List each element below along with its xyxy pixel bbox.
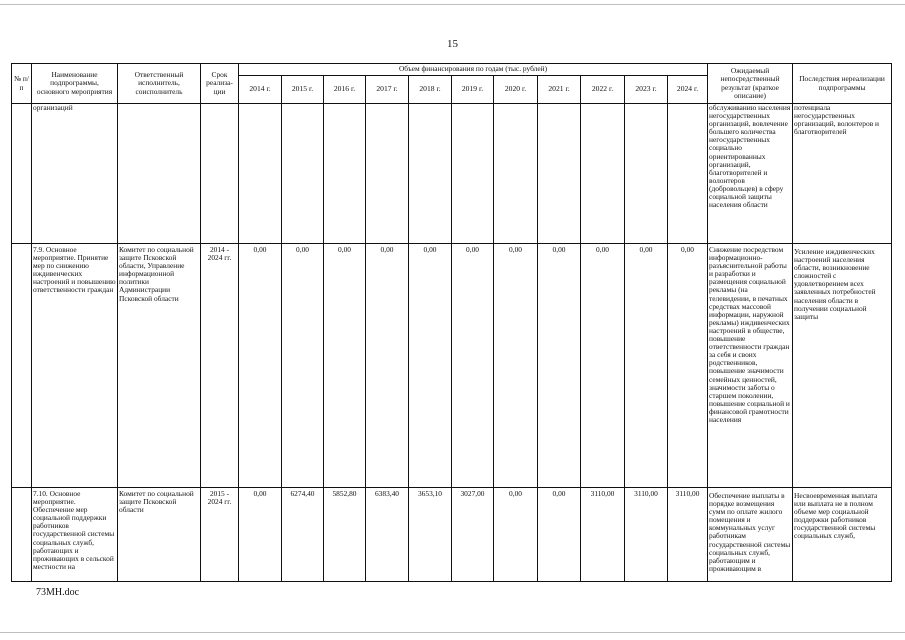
table-row [12,104,892,244]
row-value [494,104,538,244]
row-executor [118,104,201,244]
row-value: 0,00 [668,244,708,488]
header-name: Наименование подпрограммы, основного мероприятия [32,64,118,104]
row-value [409,104,452,244]
row-value [452,104,494,244]
row-value: 0,00 [581,244,625,488]
page-number: 15 [447,38,458,50]
row-consequence: потенциала негосударственных организаций, волонтеров и благотворителей [793,104,892,244]
header-year: 2014 г. [239,76,282,104]
header-year: 2015 г. [282,76,324,104]
row-value [625,104,668,244]
row-executor: Комитет по социальной защите Псковской области, Управление информационной политики Администрации Псковской области [118,244,201,488]
row-term: 2015 - 2024 гг. [201,488,239,582]
row-value: 6383,40 [366,488,409,582]
header-year: 2020 г. [494,76,538,104]
row-value: 0,00 [239,488,282,582]
row-consequence: Несвоевременная выплата или выплата не в полном объеме мер социальной поддержки работников государственной системы социальных служб, [793,488,892,582]
row-value: 3110,00 [581,488,625,582]
scan-edge-top [0,4,905,5]
header-year: 2017 г. [366,76,409,104]
funding-table [11,63,892,582]
table-row [12,488,892,582]
row-value: 0,00 [625,244,668,488]
row-name: 7.10. Основное мероприятие. Обеспечение мер социальной поддержки работников государственной системы социальных служб, работающих и проживающих в сельской местности на [32,488,118,582]
row-value: 0,00 [366,244,409,488]
row-name: организаций [32,104,118,244]
row-value [239,104,282,244]
row-consequence: Усиление иждивенческих настроений населения области, возникновение сложностей с удовлетворением всех заявленных потребностей населения области в получении социальной защиты [793,244,892,488]
header-year: 2021 г. [538,76,581,104]
header-year: 2024 г. [668,76,708,104]
row-term: 2014 - 2024 гг. [201,244,239,488]
row-value: 0,00 [282,244,324,488]
row-value: 0,00 [538,488,581,582]
row-value: 6274,40 [282,488,324,582]
row-value: 3653,10 [409,488,452,582]
header-year: 2019 г. [452,76,494,104]
row-name: 7.9. Основное мероприятие. Принятие мер по снижению иждивенческих настроений и повышению ответственности граждан [32,244,118,488]
row-value [581,104,625,244]
row-value: 3110,00 [668,488,708,582]
header-no: № п/п [12,64,32,104]
row-result: Снижение посредством информационно-разъяснительной работы и разработки и размещения социальной рекламы (на телевидении, в печатных средствах массовой информации, наружной рекламы) иждивенческих настроений в обществе, повышение ответственности граждан за себя и своих родственников, повышение значимости семейных ценностей, значимости заботы о старшем поколении, повышение социальной и финансовой грамотности населения [708,244,793,488]
table-row [12,244,892,488]
row-value: 0,00 [452,244,494,488]
row-value [324,104,366,244]
row-value: 3110,00 [625,488,668,582]
row-result: Обеспечение выплаты в порядке возмещения сумм по оплате жилого помещения и коммунальных услуг работникам государственной системы социальных служб, работающим и проживающим в [708,488,793,582]
row-term [201,104,239,244]
header-year: 2018 г. [409,76,452,104]
row-result: обслуживанию населения негосударственных организаций, вовлечение большего количества негосударственных социально ориентированных организаций, благотворителей и волонтеров (добровольцев) в сферу социальной защиты населения области [708,104,793,244]
scan-edge-bottom [0,632,905,633]
header-funding: Объем финансирования по годам (тыс. рублей) [239,64,708,76]
row-value [668,104,708,244]
row-value: 0,00 [239,244,282,488]
row-value [282,104,324,244]
row-no [12,488,32,582]
header-year: 2016 г. [324,76,366,104]
row-value [538,104,581,244]
header-term: Срок реализа-ции [201,64,239,104]
header-executor: Ответственный исполнитель, соисполнитель [118,64,201,104]
row-value: 3027,00 [452,488,494,582]
header-year: 2023 г. [625,76,668,104]
header-year: 2022 г. [581,76,625,104]
header-result: Ожидаемый непосредственный результат (краткое описание) [708,64,793,104]
row-value: 5852,80 [324,488,366,582]
row-value: 0,00 [494,244,538,488]
header-consequence: Последствия нереализации подпрограммы [793,64,892,104]
row-no [12,244,32,488]
row-executor: Комитет по социальной защите Псковской области [118,488,201,582]
row-value: 0,00 [409,244,452,488]
row-value: 0,00 [494,488,538,582]
row-value: 0,00 [324,244,366,488]
row-value: 0,00 [538,244,581,488]
footer-filename: 73MH.doc [36,587,80,598]
row-value [366,104,409,244]
row-no [12,104,32,244]
